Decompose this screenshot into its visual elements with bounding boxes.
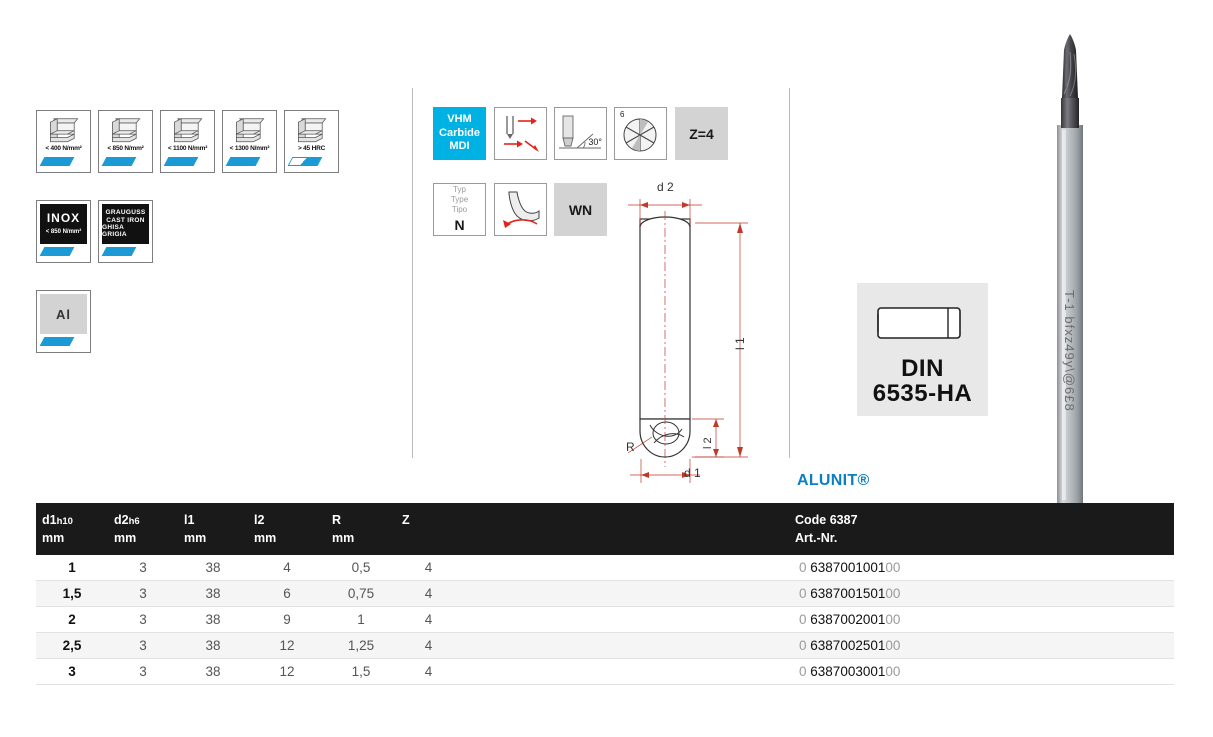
type-value: N: [454, 216, 465, 233]
cell-article-number: [789, 581, 1174, 607]
cell-l2: 12: [248, 633, 326, 659]
spec-tile-application: [494, 183, 547, 236]
material-icon-steel-400: [36, 110, 91, 173]
cell-r: 1,5: [326, 659, 396, 685]
dim-label-d1: d 1: [684, 466, 701, 480]
th-d1-main: d1: [42, 513, 57, 527]
cell-d1: 2: [36, 607, 108, 633]
material-beam-row: [36, 110, 339, 173]
shank-standard-box: [857, 283, 988, 416]
th-d2-sub: h6: [128, 516, 140, 527]
cast-iron-line-it: GHISA GRIGIA: [102, 224, 127, 239]
cast-iron-line-de: GRAUGUSS: [105, 209, 146, 217]
spec-tile-vhm-carbide: [433, 107, 486, 160]
helix-angle-label: 30°: [588, 137, 602, 147]
cell-l1: 38: [178, 607, 248, 633]
coating-brand-label: ALUNIT®: [797, 472, 870, 489]
dim-label-l1: l 1: [733, 337, 747, 350]
din-line-1: DIN: [901, 354, 944, 382]
code-prefix: 0: [799, 612, 807, 628]
code-suffix: 00: [885, 638, 901, 654]
i-beam-icon: [295, 115, 329, 143]
cell-spacer: [461, 555, 789, 581]
material-alloy-row: [36, 200, 153, 263]
material-aluminium-row: [36, 290, 91, 353]
cell-article-number: [789, 555, 1174, 581]
code-main: 6387001001: [810, 560, 886, 576]
cell-d1: 1,5: [36, 581, 108, 607]
code-prefix: 0: [799, 638, 807, 654]
tool-technical-drawing: [600, 175, 785, 505]
th-spacer: [461, 503, 789, 555]
shank-standard-text: [873, 356, 973, 406]
th-d2-main: d2: [114, 513, 129, 527]
cell-l2: 4: [248, 555, 326, 581]
spec-tile-cross-section: [614, 107, 667, 160]
th-d2-unit: mm: [114, 531, 137, 546]
th-code: [789, 503, 1174, 555]
cell-z: 4: [396, 607, 461, 633]
material-icon-cast-iron: [98, 200, 153, 263]
material-swatch: [102, 247, 137, 256]
cell-d2: 3: [108, 659, 178, 685]
cell-z: 4: [396, 659, 461, 685]
code-main: 6387002001: [810, 612, 886, 628]
spec-tile-milling-direction: [494, 107, 547, 160]
cell-article-number: [789, 633, 1174, 659]
code-prefix: 0: [799, 664, 807, 680]
material-swatch: [40, 247, 75, 256]
material-swatch: [164, 157, 199, 166]
cell-z: 4: [396, 555, 461, 581]
th-l1-main: l1: [184, 513, 195, 527]
cell-l1: 38: [178, 659, 248, 685]
table-row: [36, 633, 1174, 659]
cell-spacer: [461, 581, 789, 607]
cell-r: 1,25: [326, 633, 396, 659]
cell-d1: 1: [36, 555, 108, 581]
cell-l1: 38: [178, 633, 248, 659]
type-label-de: Typ: [453, 184, 466, 194]
cell-z: 4: [396, 633, 461, 659]
material-swatch: [40, 157, 75, 166]
cell-l1: 38: [178, 581, 248, 607]
th-l2-main: l2: [254, 513, 265, 527]
code-suffix: 00: [885, 586, 901, 602]
code-suffix: 00: [885, 664, 901, 680]
th-code-main: Code 6387: [795, 513, 858, 527]
tool-photo-engraving: T-1 bfxz49y\@6£8: [1062, 290, 1077, 412]
cell-r: 1: [326, 607, 396, 633]
th-z: [396, 503, 461, 555]
material-swatch: [102, 157, 137, 166]
material-caption: < 1100 N/mm²: [167, 145, 208, 152]
type-label-it: Tipo: [451, 204, 468, 214]
cell-l2: 6: [248, 581, 326, 607]
material-icon-steel-1100: [160, 110, 215, 173]
dim-label-d2: d 2: [657, 180, 674, 194]
inox-caption: < 850 N/mm²: [45, 228, 82, 235]
table-row: [36, 581, 1174, 607]
material-icon-steel-850: [98, 110, 153, 173]
material-swatch: [288, 157, 323, 166]
cast-iron-plate: [102, 204, 149, 244]
spec-tile-type: [433, 183, 486, 236]
cell-spacer: [461, 633, 789, 659]
code-suffix: 00: [885, 612, 901, 628]
type-label-en: Type: [450, 194, 469, 204]
th-d1-sub: h10: [56, 516, 73, 527]
cell-r: 0,5: [326, 555, 396, 581]
table-row: [36, 607, 1174, 633]
code-main: 6387001501: [810, 586, 886, 602]
th-d1: [36, 503, 108, 555]
cell-l2: 12: [248, 659, 326, 685]
ball-nose-application-icon: [495, 184, 546, 235]
th-d2: [108, 503, 178, 555]
dim-label-l2: l 2: [702, 437, 714, 449]
code-main: 6387002501: [810, 638, 886, 654]
cell-article-number: [789, 607, 1174, 633]
tool-photograph: [1040, 30, 1100, 510]
cell-r: 0,75: [326, 581, 396, 607]
material-icon-steel-1300: [222, 110, 277, 173]
material-caption: > 45 HRC: [297, 145, 326, 152]
code-main: 6387003001: [810, 664, 886, 680]
cell-l2: 9: [248, 607, 326, 633]
vhm-line-1: VHM: [447, 112, 472, 125]
helix-angle-icon: [555, 108, 606, 159]
material-icon-aluminium: [36, 290, 91, 353]
din-line-2: 6535-HA: [872, 379, 973, 407]
th-code-unit: Art.-Nr.: [795, 531, 838, 546]
th-r-unit: mm: [332, 531, 355, 546]
i-beam-icon: [47, 115, 81, 143]
spec-tile-helix-angle: [554, 107, 607, 160]
material-caption: < 850 N/mm²: [107, 145, 144, 152]
cast-iron-line-en: CAST IRON: [106, 216, 145, 224]
th-l2-unit: mm: [254, 531, 277, 546]
i-beam-icon: [171, 115, 205, 143]
divider-left: [412, 88, 413, 458]
cell-article-number: [789, 659, 1174, 685]
cell-d2: 3: [108, 555, 178, 581]
table-row: [36, 659, 1174, 685]
dim-label-r: R: [626, 440, 635, 454]
code-prefix: 0: [799, 586, 807, 602]
divider-right: [789, 88, 790, 458]
flute-count-mark: 6: [620, 110, 625, 119]
shank-profile-icon: [868, 298, 978, 348]
cell-d2: 3: [108, 581, 178, 607]
cell-d2: 3: [108, 633, 178, 659]
aluminium-plate: Al: [40, 294, 87, 334]
th-r-main: R: [332, 513, 342, 527]
cell-d1: 3: [36, 659, 108, 685]
table-header-row: [36, 503, 1174, 555]
th-l1: [178, 503, 248, 555]
inox-plate: [40, 204, 87, 244]
material-icon-hardened-45hrc: [284, 110, 339, 173]
th-l2: [248, 503, 326, 555]
table-row: [36, 555, 1174, 581]
i-beam-icon: [233, 115, 267, 143]
vhm-line-2: Carbide: [439, 126, 480, 139]
table-body: [36, 555, 1174, 685]
material-swatch: [226, 157, 261, 166]
inox-title: INOX: [46, 211, 81, 226]
code-prefix: 0: [799, 560, 807, 576]
material-caption: < 1300 N/mm²: [229, 145, 270, 152]
cell-l1: 38: [178, 555, 248, 581]
material-caption: < 400 N/mm²: [45, 145, 82, 152]
cell-spacer: [461, 659, 789, 685]
material-icon-inox: [36, 200, 91, 263]
vhm-line-3: MDI: [449, 140, 470, 153]
cell-spacer: [461, 607, 789, 633]
th-l1-unit: mm: [184, 531, 207, 546]
cell-d1: 2,5: [36, 633, 108, 659]
spec-tile-coating: WN: [554, 183, 607, 236]
spec-tile-flute-count: Z=4: [675, 107, 728, 160]
th-z-main: Z: [402, 513, 410, 527]
code-suffix: 00: [885, 560, 901, 576]
th-d1-unit: mm: [42, 531, 65, 546]
th-r: [326, 503, 396, 555]
milling-direction-icon: [495, 108, 546, 159]
i-beam-icon: [109, 115, 143, 143]
cell-z: 4: [396, 581, 461, 607]
specification-table: [36, 503, 1174, 685]
material-swatch: [40, 337, 75, 346]
cell-d2: 3: [108, 607, 178, 633]
